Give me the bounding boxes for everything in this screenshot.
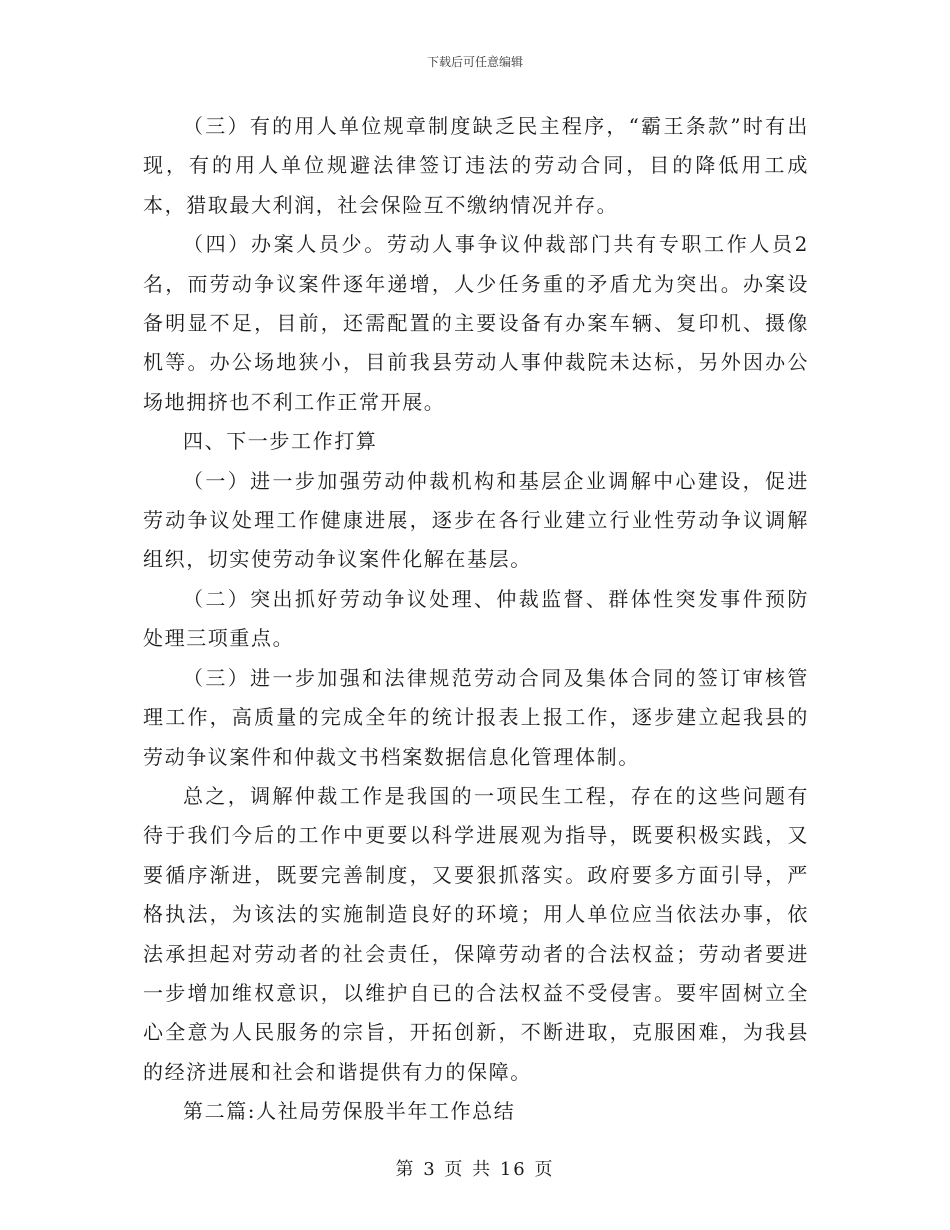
section-heading-next-steps: 四、下一步工作打算	[183, 429, 378, 454]
paragraph-summary: 总之，调解仲裁工作是我国的一项民生工程，存在的这些问题有待于我们今后的工作中更要以科学进展观为指导，既要积极实践，又要循序渐进，既要完善制度，又要狠抓落实。政府要多方面引导，严格执法，为该法的实施制造良好的环境；用人单位应当依法办事，依法承担起对劳动者的社会责任，保障劳动者的合法权益；劳动者要进一步增加维权意识，以维护自已的合法权益不受侵害。要牢固树立全心全意为人民服务的宗旨，开拓创新，不断进取，克服困难，为我县的经济进展和社会和谐提供有力的保障。	[143, 783, 809, 1084]
paragraph-plan-two: （二）突出抓好劳动争议处理、仲裁监督、群体性突发事件预防处理三项重点。	[143, 586, 809, 651]
chapter-title-second: 第二篇:人社局劳保股半年工作总结	[183, 1099, 516, 1124]
paragraph-plan-one: （一）进一步加强劳动仲裁机构和基层企业调解中心建设，促进劳动争议处理工作健康进展，逐步在各行业建立行业性劳动争议调解组织，切实使劳动争议案件化解在基层。	[143, 468, 809, 572]
paragraph-rules-deficiency: （三）有的用人单位规章制度缺乏民主程序，“霸王条款”时有出现，有的用人单位规避法律签订违法的劳动合同，目的降低用工成本，猎取最大利润，社会保险互不缴纳情况并存。	[143, 114, 809, 217]
paragraph-plan-three: （三）进一步加强和法律规范劳动合同及集体合同的签订审核管理工作，高质量的完成全年的统计报表上报工作，逐步建立起我县的劳动争议案件和仲裁文书档案数据信息化管理体制。	[143, 665, 809, 769]
document-body	[143, 107, 809, 1132]
page-number-footer: 第 3 页 共 16 页	[395, 1159, 555, 1180]
page-header: 下载后可任意编辑	[426, 55, 523, 69]
paragraph-staff-shortage: （四）办案人员少。劳动人事争议仲裁部门共有专职工作人员2名，而劳动争议案件逐年递增，人少任务重的矛盾尤为突出。办案设备明显不足，目前，还需配置的主要设备有办案车辆、复印机、摄像机等。办公场地狭小，目前我县劳动人事仲裁院未达标，另外因办公场地拥挤也不利工作正常开展。	[143, 232, 809, 414]
